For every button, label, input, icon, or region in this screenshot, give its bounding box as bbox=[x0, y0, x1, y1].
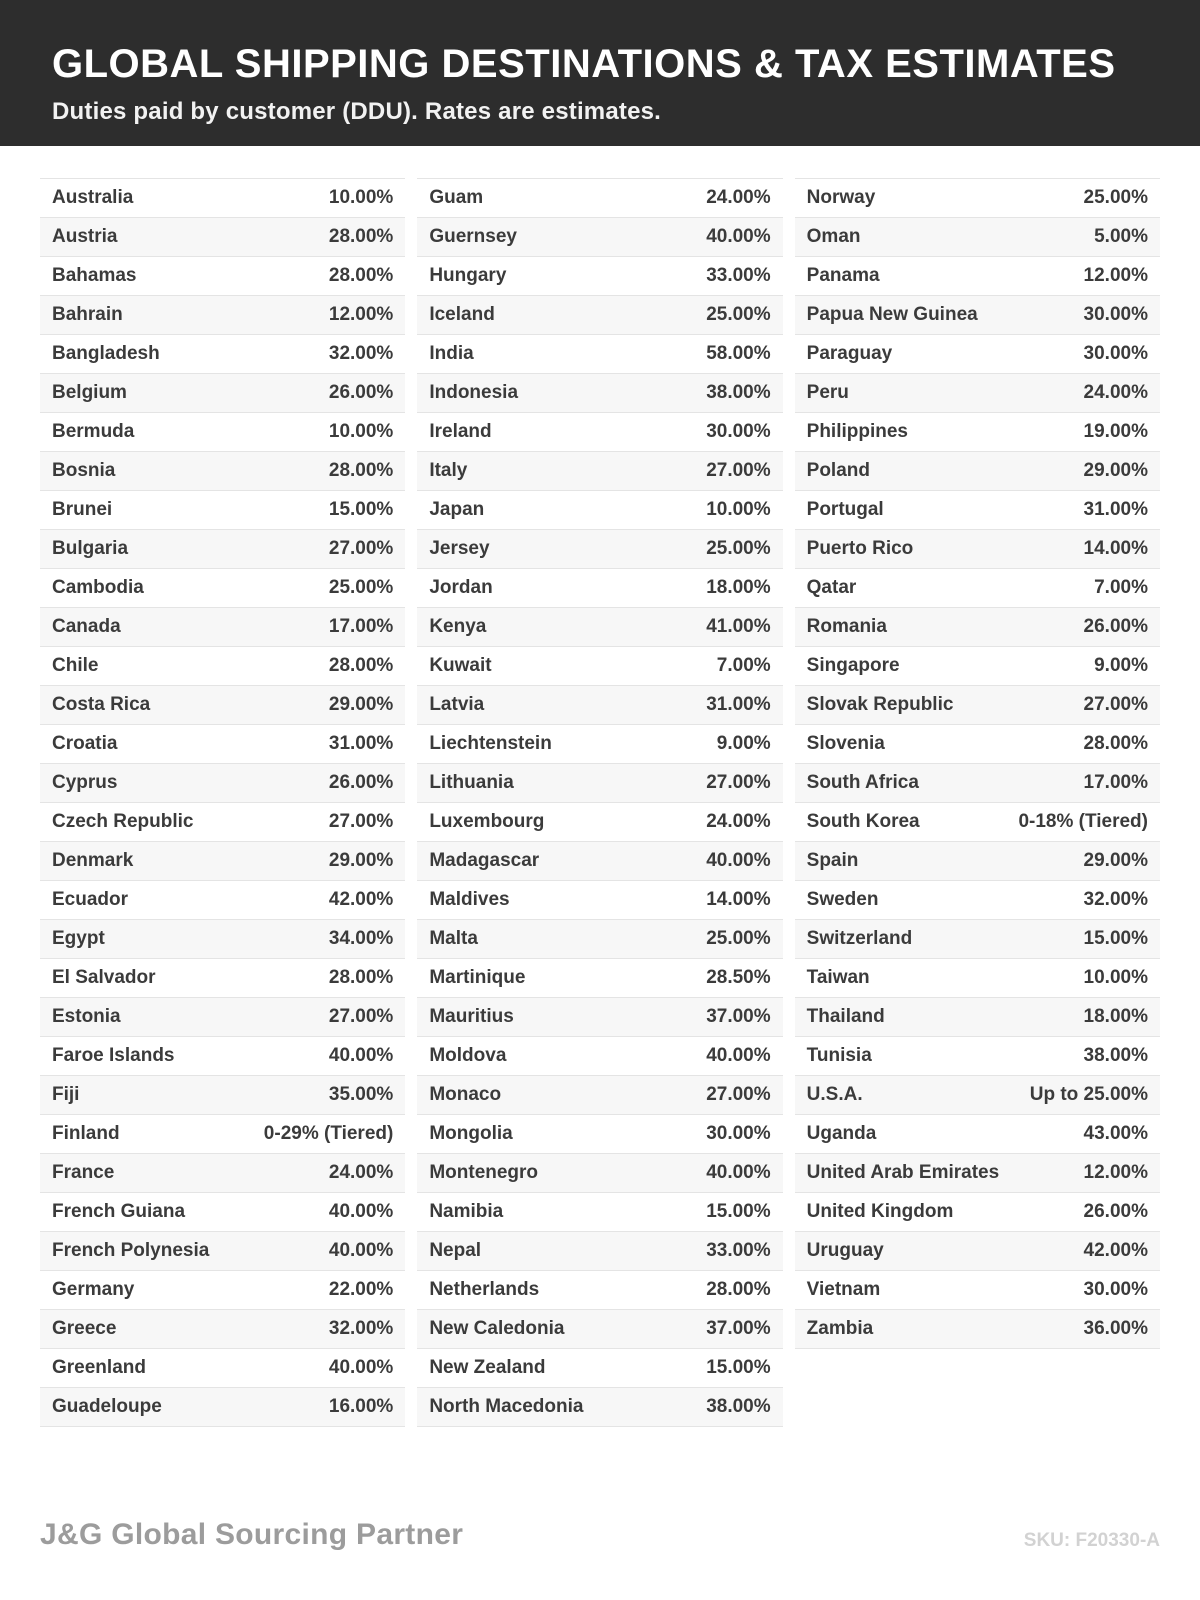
table-row bbox=[417, 568, 782, 607]
tax-rate: 24.00% bbox=[328, 1162, 394, 1183]
tax-rate: 28.00% bbox=[328, 967, 394, 988]
table-row bbox=[795, 256, 1160, 295]
table-row bbox=[40, 997, 405, 1036]
country-name: Monaco bbox=[429, 1084, 502, 1105]
table-row bbox=[40, 1036, 405, 1075]
table-row bbox=[417, 1114, 782, 1153]
table-row bbox=[417, 685, 782, 724]
country-name: Costa Rica bbox=[52, 694, 151, 715]
rate-column bbox=[40, 178, 405, 1427]
country-name: Indonesia bbox=[429, 382, 519, 403]
tax-rate: 30.00% bbox=[1083, 1279, 1148, 1300]
table-row bbox=[417, 724, 782, 763]
tax-rate: 17.00% bbox=[328, 616, 394, 637]
table-row bbox=[417, 256, 782, 295]
tax-rate: 38.00% bbox=[706, 1396, 771, 1417]
tax-rate: 37.00% bbox=[706, 1006, 771, 1027]
tax-rate: 30.00% bbox=[706, 421, 771, 442]
table-row bbox=[795, 490, 1160, 529]
tax-rate: 27.00% bbox=[706, 1084, 771, 1105]
tax-rate: 41.00% bbox=[706, 616, 771, 637]
table-row bbox=[795, 1036, 1160, 1075]
table-row bbox=[795, 1153, 1160, 1192]
tax-rate: 30.00% bbox=[1083, 343, 1148, 364]
country-name: Philippines bbox=[806, 421, 909, 442]
country-name: Spain bbox=[806, 850, 859, 871]
tax-rate: 10.00% bbox=[328, 421, 394, 442]
rates-table bbox=[0, 146, 1200, 1427]
tax-rate: 42.00% bbox=[1083, 1240, 1148, 1261]
tax-rate: 28.50% bbox=[706, 967, 771, 988]
sku-label: SKU: F20330-A bbox=[1023, 1530, 1160, 1551]
tax-rate: 12.00% bbox=[1083, 265, 1148, 286]
country-name: Greece bbox=[52, 1318, 117, 1339]
rate-column bbox=[795, 178, 1160, 1349]
table-row bbox=[40, 1309, 405, 1348]
table-row bbox=[417, 997, 782, 1036]
tax-rate: 40.00% bbox=[706, 850, 771, 871]
table-row bbox=[417, 1036, 782, 1075]
tax-rate: 17.00% bbox=[1083, 772, 1148, 793]
country-name: Montenegro bbox=[429, 1162, 539, 1183]
tax-rate: 29.00% bbox=[328, 850, 394, 871]
table-row bbox=[795, 1231, 1160, 1270]
tax-rate: 15.00% bbox=[1083, 928, 1148, 949]
country-name: Bahamas bbox=[52, 265, 137, 286]
country-name: Lithuania bbox=[429, 772, 514, 793]
country-name: Fiji bbox=[52, 1084, 80, 1105]
country-name: Vietnam bbox=[806, 1279, 881, 1300]
country-name: South Africa bbox=[806, 772, 919, 793]
table-row bbox=[795, 178, 1160, 217]
tax-rate: 9.00% bbox=[1094, 655, 1148, 676]
table-row bbox=[417, 646, 782, 685]
table-row bbox=[795, 997, 1160, 1036]
tax-rate: 15.00% bbox=[328, 499, 394, 520]
tax-rate: 25.00% bbox=[1083, 187, 1148, 208]
country-name: Finland bbox=[52, 1123, 120, 1144]
table-row bbox=[795, 802, 1160, 841]
table-row bbox=[795, 1075, 1160, 1114]
table-row bbox=[417, 763, 782, 802]
country-name: Slovenia bbox=[806, 733, 885, 754]
country-name: Maldives bbox=[429, 889, 510, 910]
page-header bbox=[0, 0, 1200, 146]
table-row bbox=[40, 217, 405, 256]
tax-rate: 27.00% bbox=[328, 1006, 394, 1027]
table-row bbox=[417, 1153, 782, 1192]
country-name: Oman bbox=[806, 226, 861, 247]
table-row bbox=[417, 178, 782, 217]
page-title: GLOBAL SHIPPING DESTINATIONS & TAX ESTIMATES bbox=[52, 42, 1116, 86]
table-row bbox=[40, 646, 405, 685]
tax-rate: 32.00% bbox=[328, 1318, 394, 1339]
table-row bbox=[417, 1075, 782, 1114]
tax-rate: 28.00% bbox=[328, 265, 394, 286]
table-row bbox=[40, 1348, 405, 1387]
tax-rate: 35.00% bbox=[328, 1084, 394, 1105]
table-row bbox=[40, 958, 405, 997]
country-name: Cambodia bbox=[52, 577, 144, 598]
country-name: Kenya bbox=[429, 616, 487, 637]
table-row bbox=[795, 880, 1160, 919]
country-name: Iceland bbox=[429, 304, 495, 325]
table-row bbox=[417, 412, 782, 451]
tax-rate: 14.00% bbox=[1083, 538, 1148, 559]
country-name: Qatar bbox=[806, 577, 857, 598]
tax-rate: 28.00% bbox=[706, 1279, 771, 1300]
tax-rate: 26.00% bbox=[328, 772, 394, 793]
country-name: Peru bbox=[806, 382, 849, 403]
table-row bbox=[795, 1309, 1160, 1348]
table-row bbox=[795, 919, 1160, 958]
country-name: Jersey bbox=[429, 538, 490, 559]
table-row bbox=[795, 1114, 1160, 1153]
table-row bbox=[40, 373, 405, 412]
table-row bbox=[417, 334, 782, 373]
table-row bbox=[417, 529, 782, 568]
tax-rate: 28.00% bbox=[1083, 733, 1148, 754]
country-name: Puerto Rico bbox=[806, 538, 914, 559]
country-name: France bbox=[52, 1162, 115, 1183]
table-row bbox=[417, 490, 782, 529]
country-name: Mauritius bbox=[429, 1006, 514, 1027]
country-name: Malta bbox=[429, 928, 478, 949]
tax-rate: 24.00% bbox=[706, 811, 771, 832]
country-name: Singapore bbox=[806, 655, 900, 676]
table-row bbox=[795, 412, 1160, 451]
tax-rate: 25.00% bbox=[706, 538, 771, 559]
table-row bbox=[40, 1270, 405, 1309]
table-row bbox=[40, 1192, 405, 1231]
table-row bbox=[795, 451, 1160, 490]
tax-rate: 29.00% bbox=[1083, 850, 1148, 871]
tax-rate: 30.00% bbox=[1083, 304, 1148, 325]
country-name: Uganda bbox=[806, 1123, 877, 1144]
table-row bbox=[40, 880, 405, 919]
tax-rate: 7.00% bbox=[1094, 577, 1148, 598]
country-name: Portugal bbox=[806, 499, 884, 520]
tax-rate: 38.00% bbox=[706, 382, 771, 403]
tax-rate: 33.00% bbox=[706, 265, 771, 286]
tax-rate: 25.00% bbox=[328, 577, 394, 598]
tax-rate: 40.00% bbox=[328, 1357, 394, 1378]
table-row bbox=[417, 607, 782, 646]
table-row bbox=[417, 1348, 782, 1387]
table-row bbox=[40, 763, 405, 802]
tax-rate: 28.00% bbox=[328, 655, 394, 676]
tax-rate: 32.00% bbox=[328, 343, 394, 364]
country-name: Egypt bbox=[52, 928, 105, 949]
tax-rate: 40.00% bbox=[706, 1045, 771, 1066]
tax-rate: 7.00% bbox=[716, 655, 771, 676]
tax-rate: 43.00% bbox=[1083, 1123, 1148, 1144]
tax-rate: 40.00% bbox=[328, 1201, 394, 1222]
tax-rate: 22.00% bbox=[328, 1279, 394, 1300]
country-name: Croatia bbox=[52, 733, 118, 754]
table-row bbox=[795, 685, 1160, 724]
tax-rate: 31.00% bbox=[706, 694, 771, 715]
tax-rate: 15.00% bbox=[706, 1201, 771, 1222]
country-name: Nepal bbox=[429, 1240, 482, 1261]
country-name: Germany bbox=[52, 1279, 135, 1300]
table-row bbox=[417, 451, 782, 490]
country-name: Greenland bbox=[52, 1357, 146, 1378]
table-row bbox=[40, 1114, 405, 1153]
table-row bbox=[40, 841, 405, 880]
tax-rate: 31.00% bbox=[1083, 499, 1148, 520]
tax-rate: 29.00% bbox=[328, 694, 394, 715]
country-name: Estonia bbox=[52, 1006, 121, 1027]
country-name: Guam bbox=[429, 187, 484, 208]
tax-rate: 5.00% bbox=[1094, 226, 1148, 247]
country-name: Uruguay bbox=[806, 1240, 884, 1261]
country-name: Paraguay bbox=[806, 343, 893, 364]
page-subtitle: Duties paid by customer (DDU). Rates are estimates. bbox=[52, 98, 662, 125]
table-row bbox=[795, 958, 1160, 997]
country-name: Tunisia bbox=[806, 1045, 872, 1066]
table-row bbox=[795, 763, 1160, 802]
table-row bbox=[40, 919, 405, 958]
table-row bbox=[417, 217, 782, 256]
country-name: Brunei bbox=[52, 499, 113, 520]
table-row bbox=[417, 802, 782, 841]
country-name: Bahrain bbox=[52, 304, 123, 325]
country-name: Martinique bbox=[429, 967, 526, 988]
country-name: Norway bbox=[806, 187, 876, 208]
table-row bbox=[40, 724, 405, 763]
tax-rate: 24.00% bbox=[706, 187, 771, 208]
table-row bbox=[40, 607, 405, 646]
country-name: Romania bbox=[806, 616, 887, 637]
country-name: Bermuda bbox=[52, 421, 135, 442]
tax-rate: 28.00% bbox=[328, 226, 394, 247]
table-row bbox=[40, 1231, 405, 1270]
table-row bbox=[795, 373, 1160, 412]
country-name: Panama bbox=[806, 265, 880, 286]
country-name: Guernsey bbox=[429, 226, 517, 247]
table-row bbox=[40, 1387, 405, 1426]
country-name: Japan bbox=[429, 499, 485, 520]
table-row bbox=[795, 1192, 1160, 1231]
tax-rate: 26.00% bbox=[328, 382, 394, 403]
country-name: Italy bbox=[429, 460, 468, 481]
table-row bbox=[795, 841, 1160, 880]
page-footer bbox=[40, 1518, 1160, 1552]
tax-rate: 42.00% bbox=[328, 889, 394, 910]
tax-rate: 18.00% bbox=[1083, 1006, 1148, 1027]
country-name: Mongolia bbox=[429, 1123, 513, 1144]
tax-rate: 37.00% bbox=[706, 1318, 771, 1339]
country-name: Austria bbox=[52, 226, 118, 247]
table-row bbox=[795, 334, 1160, 373]
country-name: Madagascar bbox=[429, 850, 540, 871]
table-row bbox=[417, 1387, 782, 1426]
country-name: India bbox=[429, 343, 474, 364]
country-name: Bulgaria bbox=[52, 538, 129, 559]
table-row bbox=[417, 958, 782, 997]
country-name: Cyprus bbox=[52, 772, 118, 793]
table-row bbox=[40, 295, 405, 334]
tax-rate: 25.00% bbox=[706, 928, 771, 949]
tax-rate: 28.00% bbox=[328, 460, 394, 481]
tax-rate: 19.00% bbox=[1083, 421, 1148, 442]
tax-rate: 27.00% bbox=[706, 460, 771, 481]
table-row bbox=[795, 1270, 1160, 1309]
tax-rate: 12.00% bbox=[328, 304, 394, 325]
table-row bbox=[417, 880, 782, 919]
country-name: Faroe Islands bbox=[52, 1045, 175, 1066]
table-row bbox=[40, 490, 405, 529]
table-row bbox=[40, 412, 405, 451]
tax-rate: 10.00% bbox=[706, 499, 771, 520]
table-row bbox=[40, 685, 405, 724]
country-name: French Guiana bbox=[52, 1201, 186, 1222]
country-name: New Zealand bbox=[429, 1357, 546, 1378]
tax-rate: 10.00% bbox=[328, 187, 394, 208]
country-name: Chile bbox=[52, 655, 99, 676]
tax-rate: 30.00% bbox=[706, 1123, 771, 1144]
country-name: Kuwait bbox=[429, 655, 492, 676]
tax-rate: 40.00% bbox=[328, 1240, 394, 1261]
table-row bbox=[417, 295, 782, 334]
country-name: Taiwan bbox=[806, 967, 870, 988]
tax-rate: 14.00% bbox=[706, 889, 771, 910]
table-row bbox=[417, 1192, 782, 1231]
country-name: Slovak Republic bbox=[806, 694, 954, 715]
tax-rate: 10.00% bbox=[1083, 967, 1148, 988]
country-name: Canada bbox=[52, 616, 121, 637]
tax-rate: 34.00% bbox=[328, 928, 394, 949]
tax-rate: 0-18% (Tiered) bbox=[1018, 811, 1148, 832]
table-row bbox=[40, 529, 405, 568]
country-name: Papua New Guinea bbox=[806, 304, 978, 325]
country-name: Australia bbox=[52, 187, 134, 208]
table-row bbox=[417, 919, 782, 958]
table-row bbox=[417, 373, 782, 412]
country-name: Latvia bbox=[429, 694, 485, 715]
table-row bbox=[40, 802, 405, 841]
tax-rate: 40.00% bbox=[328, 1045, 394, 1066]
table-row bbox=[795, 607, 1160, 646]
country-name: El Salvador bbox=[52, 967, 156, 988]
table-row bbox=[417, 1270, 782, 1309]
country-name: Poland bbox=[806, 460, 870, 481]
table-row bbox=[417, 1309, 782, 1348]
country-name: United Kingdom bbox=[806, 1201, 954, 1222]
country-name: Czech Republic bbox=[52, 811, 194, 832]
tax-rate: 40.00% bbox=[706, 226, 771, 247]
tax-rate: 27.00% bbox=[328, 538, 394, 559]
country-name: Sweden bbox=[806, 889, 879, 910]
country-name: Ecuador bbox=[52, 889, 129, 910]
country-name: Netherlands bbox=[429, 1279, 540, 1300]
table-row bbox=[40, 1075, 405, 1114]
table-row bbox=[40, 256, 405, 295]
tax-rate: 36.00% bbox=[1083, 1318, 1148, 1339]
table-row bbox=[40, 178, 405, 217]
rate-column bbox=[417, 178, 782, 1427]
country-name: Moldova bbox=[429, 1045, 507, 1066]
table-row bbox=[795, 217, 1160, 256]
tax-rate: 25.00% bbox=[706, 304, 771, 325]
tax-rate: 24.00% bbox=[1083, 382, 1148, 403]
tax-rate: Up to 25.00% bbox=[1029, 1084, 1148, 1105]
tax-rate: 12.00% bbox=[1083, 1162, 1148, 1183]
tax-rate: 26.00% bbox=[1083, 616, 1148, 637]
table-row bbox=[40, 451, 405, 490]
tax-rate: 26.00% bbox=[1083, 1201, 1148, 1222]
country-name: South Korea bbox=[806, 811, 920, 832]
table-row bbox=[417, 1231, 782, 1270]
country-name: Switzerland bbox=[806, 928, 913, 949]
tax-rate: 27.00% bbox=[328, 811, 394, 832]
table-row bbox=[795, 568, 1160, 607]
country-name: Denmark bbox=[52, 850, 134, 871]
country-name: Ireland bbox=[429, 421, 492, 442]
tax-rate: 29.00% bbox=[1083, 460, 1148, 481]
tax-rate: 31.00% bbox=[328, 733, 394, 754]
country-name: Zambia bbox=[806, 1318, 874, 1339]
table-row bbox=[40, 1153, 405, 1192]
country-name: United Arab Emirates bbox=[806, 1162, 1000, 1183]
country-name: U.S.A. bbox=[806, 1084, 863, 1105]
country-name: Bosnia bbox=[52, 460, 116, 481]
table-row bbox=[795, 529, 1160, 568]
country-name: Namibia bbox=[429, 1201, 504, 1222]
country-name: French Polynesia bbox=[52, 1240, 210, 1261]
table-row bbox=[795, 295, 1160, 334]
country-name: Bangladesh bbox=[52, 343, 160, 364]
country-name: Belgium bbox=[52, 382, 127, 403]
country-name: Luxembourg bbox=[429, 811, 545, 832]
tax-rate: 32.00% bbox=[1083, 889, 1148, 910]
table-row bbox=[40, 568, 405, 607]
table-row bbox=[795, 724, 1160, 763]
tax-rate: 9.00% bbox=[716, 733, 771, 754]
tax-rate: 58.00% bbox=[706, 343, 771, 364]
table-row bbox=[795, 646, 1160, 685]
brand-text: J&G Global Sourcing Partner bbox=[40, 1518, 464, 1551]
tax-rate: 18.00% bbox=[706, 577, 771, 598]
tax-rate: 15.00% bbox=[706, 1357, 771, 1378]
tax-rate: 27.00% bbox=[706, 772, 771, 793]
country-name: Liechtenstein bbox=[429, 733, 552, 754]
country-name: Jordan bbox=[429, 577, 493, 598]
tax-rate: 40.00% bbox=[706, 1162, 771, 1183]
table-row bbox=[417, 841, 782, 880]
tax-rate: 16.00% bbox=[328, 1396, 394, 1417]
country-name: Hungary bbox=[429, 265, 507, 286]
table-row bbox=[40, 334, 405, 373]
tax-rate: 0-29% (Tiered) bbox=[263, 1123, 394, 1144]
country-name: Guadeloupe bbox=[52, 1396, 162, 1417]
tax-rate: 27.00% bbox=[1083, 694, 1148, 715]
tax-rate: 38.00% bbox=[1083, 1045, 1148, 1066]
country-name: North Macedonia bbox=[429, 1396, 584, 1417]
country-name: Thailand bbox=[806, 1006, 885, 1027]
tax-rate: 33.00% bbox=[706, 1240, 771, 1261]
country-name: New Caledonia bbox=[429, 1318, 565, 1339]
